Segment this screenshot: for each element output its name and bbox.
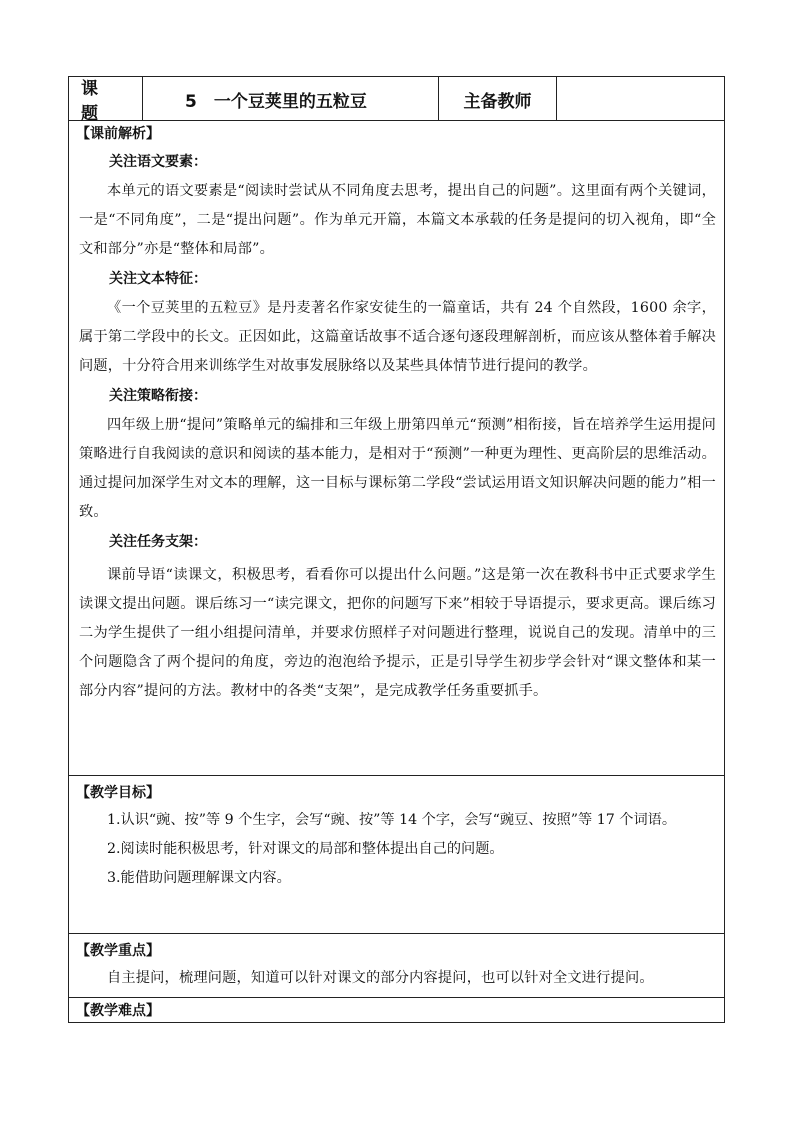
key-points-text: 自主提问，梳理问题，知道可以针对课文的部分内容提问，也可以针对全文进行提问。 <box>107 970 654 986</box>
header-row <box>69 77 724 124</box>
element-text: 本单元的语文要素是“阅读时尝试从不同角度去思考，提出自己的问题”。这里面有两个关键词，一是“不同角度”，二是“提出问题”。作为单元开篇，本篇文本承载的任务是提问的切入视角，即“全文和部分”亦是“整体和局部”。 <box>79 183 716 257</box>
goal-item: 2.阅读时能积极思考，针对课文的局部和整体提出自己的问题。 <box>107 841 504 857</box>
scaffold-subtitle: 关注任务支架： <box>109 534 207 550</box>
goal-item: 1.认识“豌、按”等 9 个生字，会写“豌、按”等 14 个字，会写“豌豆、按照”等 17 个词语。 <box>107 812 677 828</box>
pre-analysis-title: 【课前解析】 <box>76 126 160 142</box>
scaffold-text: 课前导语“读课文，积极思考，看看你可以提出什么问题。”这是第一次在教科书中正式要求学生读课文提出问题。课后练习一“读完课文，把你的问题写下来”相较于导语提示，要求更高。课后练习二为学生提供了一组小组提问清单，并要求仿照样子对问题进行整理，说说自己的发现。清单中的三个问题隐含了两个提问的角度，旁边的泡泡给予提示，正是引导学生初步学会针对“课文整体和某一部分内容”提问的方法。教材中的各类“支架”，是完成教学任务重要抓手。 <box>79 567 716 699</box>
key-points-section <box>69 933 724 997</box>
text-feature-text: 《一个豆荚里的五粒豆》是丹麦著名作家安徒生的一篇童话，共有 24 个自然段，1600 余字，属于第二学段中的长文。正因如此，这篇童话故事不适合逐句逐段理解剖析，而应该从整体着手解决问题，十分符合用来训练学生对故事发展脉络以及某些具体情节进行提问的教学。 <box>79 300 716 374</box>
pre-analysis-section <box>69 121 724 775</box>
goal-item: 3.能借助问题理解课文内容。 <box>107 870 291 886</box>
text-feature-subtitle: 关注文本特征： <box>109 271 207 287</box>
element-subtitle: 关注语文要素： <box>109 154 207 170</box>
difficulties-title: 【教学难点】 <box>76 1003 160 1019</box>
goals-section <box>69 775 724 933</box>
goals-title: 【教学目标】 <box>76 785 160 801</box>
topic-value: 5 一个豆荚里的五粒豆 <box>143 77 439 121</box>
key-points-title: 【教学重点】 <box>76 943 160 959</box>
teacher-value <box>557 77 726 121</box>
teacher-label: 主备教师 <box>439 77 557 121</box>
strategy-subtitle: 关注策略衔接： <box>109 388 207 404</box>
lesson-plan-table <box>68 76 725 1023</box>
difficulties-section <box>69 997 724 1024</box>
topic-label: 课题 <box>69 77 143 121</box>
strategy-text: 四年级上册“提问”策略单元的编排和三年级上册第四单元“预测”相衔接，旨在培养学生运用提问策略进行自我阅读的意识和阅读的基本能力，是相对于“预测”一种更为理性、更高阶层的思维活动。通过提问加深学生对文本的理解，这一目标与课标第二学段“尝试运用语文知识解决问题的能力”相一致。 <box>79 417 716 520</box>
